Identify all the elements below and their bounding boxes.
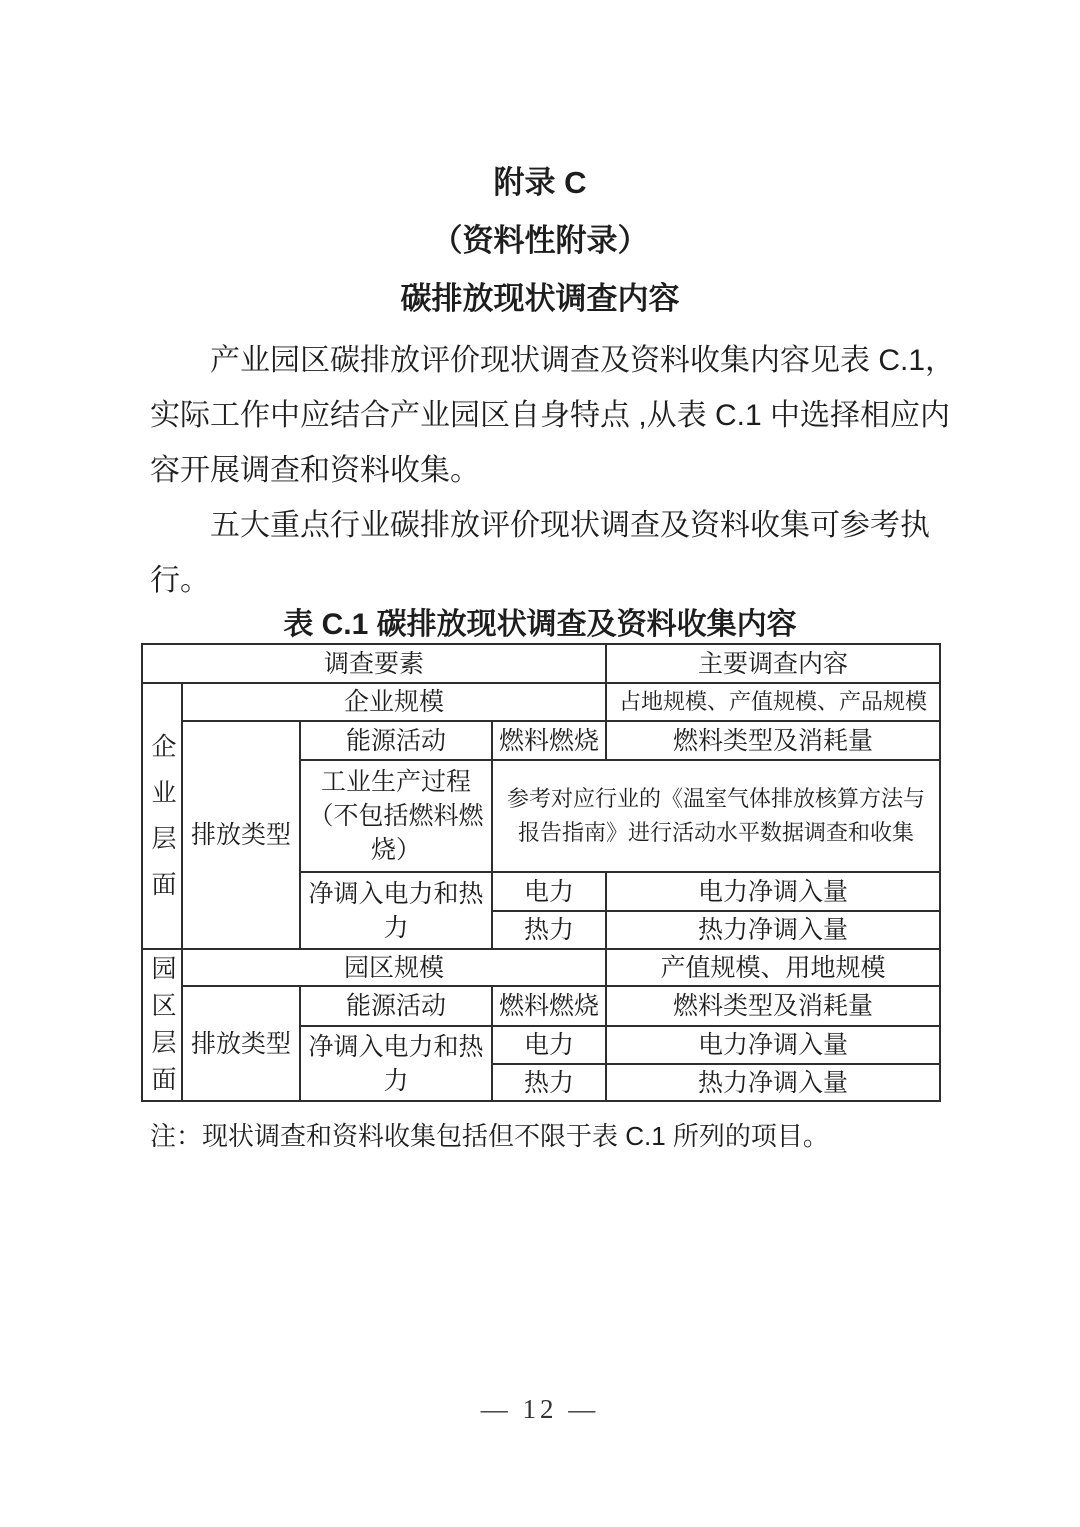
enterprise-industrial-process-cell: 工业生产过程（不包括燃料燃烧） [300, 760, 492, 872]
paragraph-2-line-2: 行。 [150, 564, 210, 597]
enterprise-scale-row [142, 683, 940, 721]
table-caption: 表 C.1 碳排放现状调查及资料收集内容 [283, 608, 797, 641]
appendix-heading: 附录 C [493, 165, 587, 200]
park-scale-content-cell: 产值规模、用地规模 [606, 949, 940, 986]
body-text [150, 333, 956, 608]
enterprise-energy-row [142, 721, 940, 760]
enterprise-level-label: 企业层面 [142, 683, 182, 949]
park-emission-type-cell: 排放类型 [182, 986, 300, 1101]
enterprise-net-import-cell: 净调入电力和热力 [300, 872, 492, 949]
park-heat-cell: 热力 [492, 1064, 606, 1101]
title-block [0, 154, 1080, 328]
enterprise-fuel-combustion-cell: 燃料燃烧 [492, 721, 606, 760]
park-scale-row [142, 949, 940, 986]
enterprise-fuel-content-cell: 燃料类型及消耗量 [606, 721, 940, 760]
park-net-import-cell: 净调入电力和热力 [300, 1026, 492, 1101]
enterprise-heat-cell: 热力 [492, 911, 606, 949]
page-number: — 12 — [480, 1394, 600, 1424]
appendix-subject-heading: 碳排放现状调查内容 [400, 281, 680, 316]
park-energy-row [142, 986, 940, 1026]
paragraph-1-line-3: 容开展调查和资料收集。 [150, 454, 480, 487]
enterprise-emission-type-cell: 排放类型 [182, 721, 300, 949]
park-level-label: 园区层面 [142, 949, 182, 1101]
enterprise-energy-activity-cell: 能源活动 [300, 721, 492, 760]
enterprise-heat-content-cell: 热力净调入量 [606, 911, 940, 949]
header-main-survey-content: 主要调查内容 [606, 644, 940, 683]
park-fuel-content-cell: 燃料类型及消耗量 [606, 986, 940, 1026]
enterprise-scale-content-cell: 占地规模、产值规模、产品规模 [606, 683, 940, 721]
table-header-row [142, 644, 940, 683]
survey-content-table [141, 643, 941, 1102]
park-electricity-content-cell: 电力净调入量 [606, 1026, 940, 1064]
table-note: 注：现状调查和资料收集包括但不限于表 C.1 所列的项目。 [150, 1121, 829, 1151]
park-fuel-combustion-cell: 燃料燃烧 [492, 986, 606, 1026]
park-electricity-cell: 电力 [492, 1026, 606, 1064]
park-energy-activity-cell: 能源活动 [300, 986, 492, 1026]
enterprise-electricity-cell: 电力 [492, 872, 606, 911]
paragraph-2-line-1: 五大重点行业碳排放评价现状调查及资料收集可参考执 [210, 509, 930, 542]
paragraph-1-line-2: 实际工作中应结合产业园区自身特点 ,从表 C.1 中选择相应内 [150, 399, 951, 432]
header-survey-elements: 调查要素 [142, 644, 606, 683]
enterprise-scale-cell: 企业规模 [182, 683, 606, 721]
paragraph-1-line-1: 产业园区碳排放评价现状调查及资料收集内容见表 C.1， [210, 344, 956, 377]
park-heat-content-cell: 热力净调入量 [606, 1064, 940, 1101]
park-scale-cell: 园区规模 [182, 949, 606, 986]
appendix-type-heading: （资料性附录） [431, 223, 649, 258]
enterprise-industrial-content-cell: 参考对应行业的《温室气体排放核算方法与报告指南》进行活动水平数据调查和收集 [492, 760, 940, 872]
enterprise-electricity-content-cell: 电力净调入量 [606, 872, 940, 911]
